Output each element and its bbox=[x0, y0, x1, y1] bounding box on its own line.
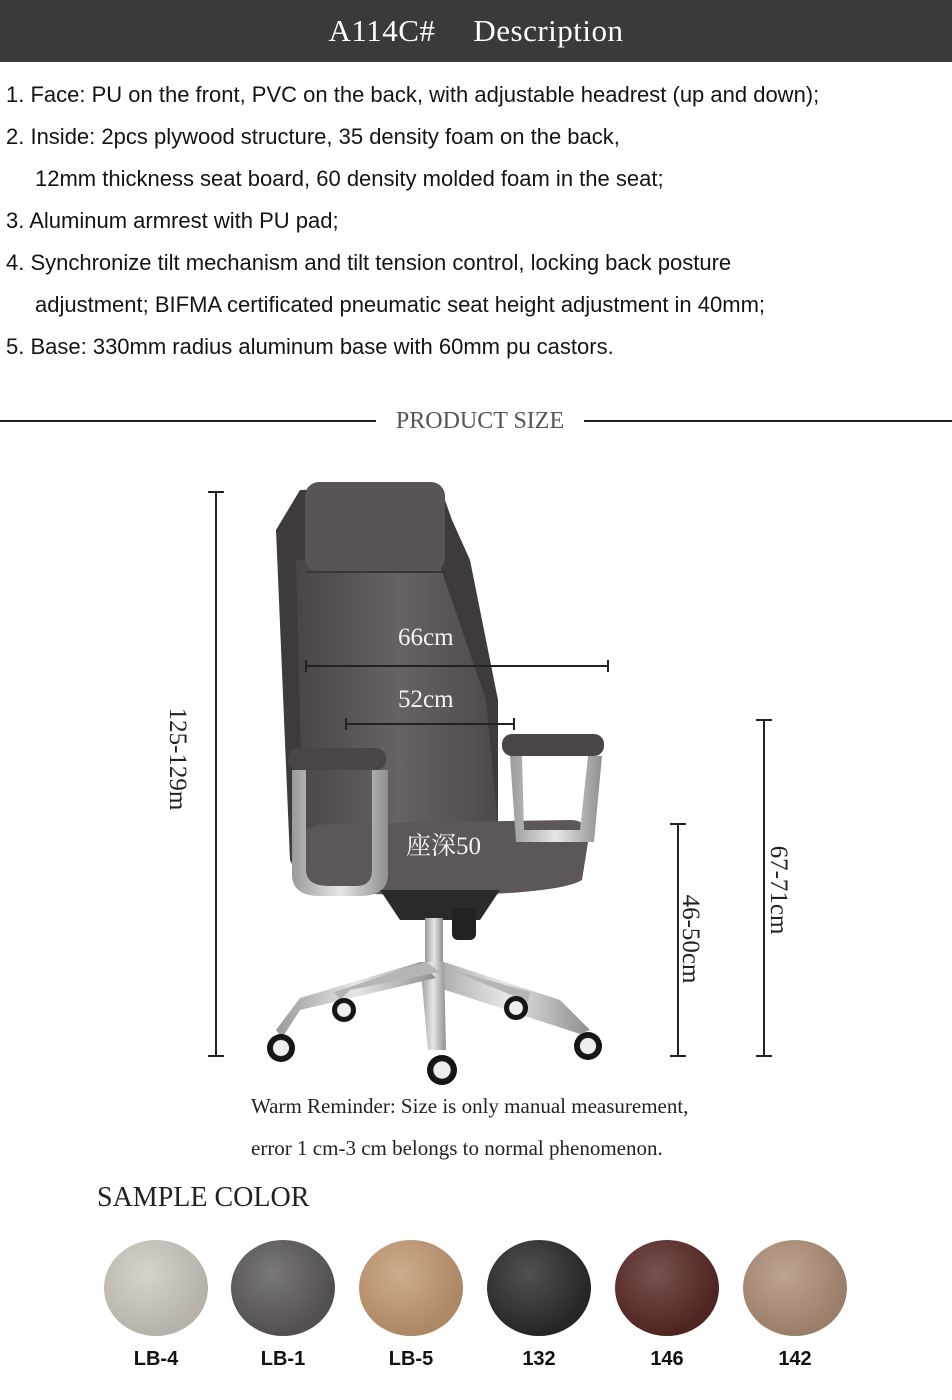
swatch-132 bbox=[487, 1240, 591, 1336]
seat-depth-label: 座深50 bbox=[406, 833, 482, 860]
arm-height-label: 67-71cm bbox=[765, 845, 792, 935]
total-height-label: 125-129m bbox=[164, 707, 191, 811]
description-line-4: 4. Synchronize tilt mechanism and tilt tension control, locking back posture bbox=[6, 250, 732, 275]
swatch-lb-4 bbox=[104, 1240, 208, 1336]
swatch-label-lb-1: LB-1 bbox=[260, 1348, 306, 1370]
swatch-label-132: 132 bbox=[522, 1348, 556, 1370]
swatch-142 bbox=[743, 1240, 847, 1336]
headrest bbox=[305, 482, 445, 572]
seat-height-label: 46-50cm bbox=[677, 894, 704, 984]
swatch-lb-5 bbox=[359, 1240, 463, 1336]
description-line-1: 1. Face: PU on the front, PVC on the back, with adjustable headrest (up and down); bbox=[6, 82, 820, 107]
dim-total-height bbox=[208, 492, 224, 1056]
description-line-4-cont: adjustment; BIFMA certificated pneumatic seat height adjustment in 40mm; bbox=[35, 292, 766, 317]
description-line-2: 2. Inside: 2pcs plywood structure, 35 density foam on the back, bbox=[6, 124, 620, 149]
description-line-3: 3. Aluminum armrest with PU pad; bbox=[6, 208, 339, 233]
sample-color-title: SAMPLE COLOR bbox=[97, 1182, 310, 1213]
swatch-label-lb-4: LB-4 bbox=[133, 1348, 179, 1370]
seat-width-label: 52cm bbox=[398, 686, 454, 713]
reminder-line-2: error 1 cm-3 cm belongs to normal phenomenon. bbox=[251, 1136, 663, 1160]
reminder-line-1: Warm Reminder: Size is only manual measurement, bbox=[251, 1094, 689, 1118]
swatch-lb-1 bbox=[231, 1240, 335, 1336]
swatch-label-lb-5: LB-5 bbox=[388, 1348, 434, 1370]
description-line-5: 5. Base: 330mm radius aluminum base with 60mm pu castors. bbox=[6, 334, 614, 359]
chair-base bbox=[276, 962, 590, 1050]
product-code: A114C# bbox=[328, 13, 436, 48]
swatch-label-142: 142 bbox=[778, 1348, 812, 1370]
swatch-label-146: 146 bbox=[650, 1348, 684, 1370]
warm-reminder bbox=[251, 1085, 688, 1169]
description-line-2-cont: 12mm thickness seat board, 60 density molded foam in the seat; bbox=[35, 166, 664, 191]
product-size-title: PRODUCT SIZE bbox=[395, 408, 565, 434]
width-label: 66cm bbox=[398, 624, 454, 651]
swatch-146 bbox=[615, 1240, 719, 1336]
chair-mechanism bbox=[380, 890, 500, 968]
header-title: Description bbox=[473, 13, 624, 48]
